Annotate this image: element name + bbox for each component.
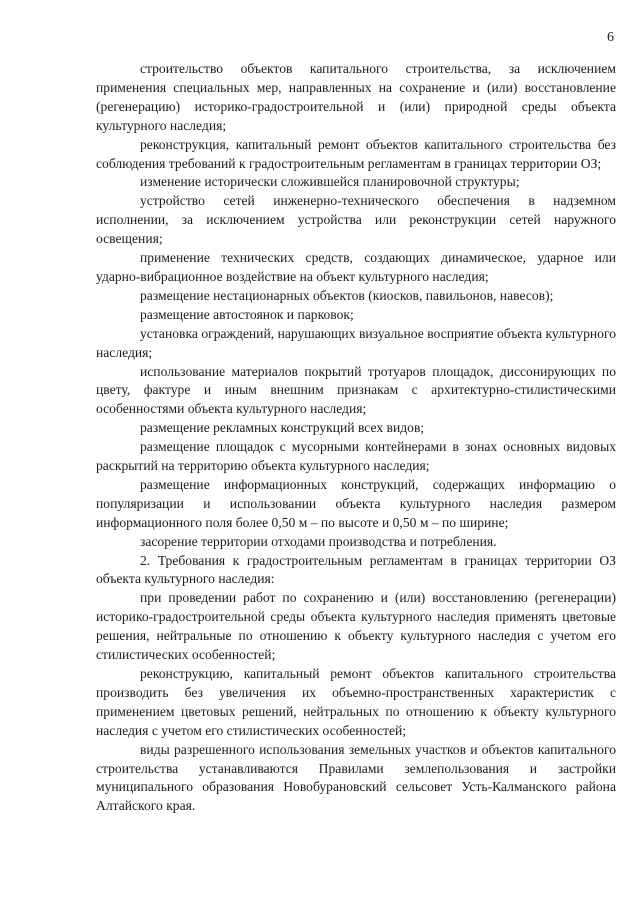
paragraph: реконструкция, капитальный ремонт объектов капитального строительства без соблюдения требований к градостроительным регламентам в границах территории ОЗ;: [96, 136, 616, 171]
paragraph: размещение рекламных конструкций всех видов;: [140, 420, 425, 436]
paragraph: строительство объектов капитального строительства, за исключением применения специальных мер, направленных на сохранение и (или) восстановление (регенерацию) историко-градостроительной и (или) природной среды объекта культурного наследия;: [96, 61, 616, 133]
paragraph: виды разрешенного использования земельных участков и объектов капитального строительства устанавливаются Правилами землепользования и застройки муниципального образования Новобурановский сельсовет Усть-Калманского района Алтайского края.: [96, 741, 616, 814]
paragraph: реконструкцию, капитальный ремонт объектов капитального строительства производить без увеличения их объемно-пространственных характеристик с применением цветовых решений, нейтральных по отношению к объекту культурного наследия с учетом его стилистических особенностей;: [96, 666, 616, 738]
paragraph: при проведении работ по сохранению и (или) восстановлению (регенерации) историко-градостроительной среды объекта культурного наследия применять цветовые решения, нейтральные по отношению к объекту культурного наследия с учетом его стилистических особенностей;: [96, 590, 616, 663]
paragraph: применение технических средств, создающих динамическое, ударное или ударно-вибрационное воздействие на объект культурного наследия;: [96, 250, 616, 284]
paragraph: размещение площадок с мусорными контейнерами в зонах основных видовых раскрытий на территорию объекта культурного наследия;: [96, 439, 616, 474]
page-number: 6: [607, 30, 614, 45]
paragraph: установка ограждений, нарушающих визуальное восприятие объекта культурного наследия;: [96, 325, 616, 360]
paragraph: засорение территории отходами производства и потребления.: [140, 533, 497, 549]
paragraph: размещение нестационарных объектов (киосков, павильонов, навесов);: [140, 287, 554, 303]
paragraph: устройство сетей инженерно-технического обеспечения в надземном исполнении, за исключением устройства или реконструкции сетей наружного освещения;: [96, 193, 616, 247]
paragraph: использование материалов покрытий тротуаров площадок, диссонирующих по цвету, фактуре и иным внешним признакам с архитектурно-стилистическими особенностями объекта культурного наследия;: [96, 363, 616, 417]
section-heading-paragraph: 2. Требования к градостроительным регламентам в границах территории ОЗ объекта культурного наследия:: [96, 552, 616, 587]
paragraph: изменение исторически сложившейся планировочной структуры;: [140, 174, 520, 190]
paragraph: размещение информационных конструкций, содержащих информацию о популяризации и использовании объекта культурного наследия размером информационного поля более 0,50 м – по высоте и 0,50 м – по ширине;: [96, 476, 616, 530]
document-body: [96, 60, 616, 816]
paragraph: размещение автостоянок и парковок;: [140, 306, 354, 322]
